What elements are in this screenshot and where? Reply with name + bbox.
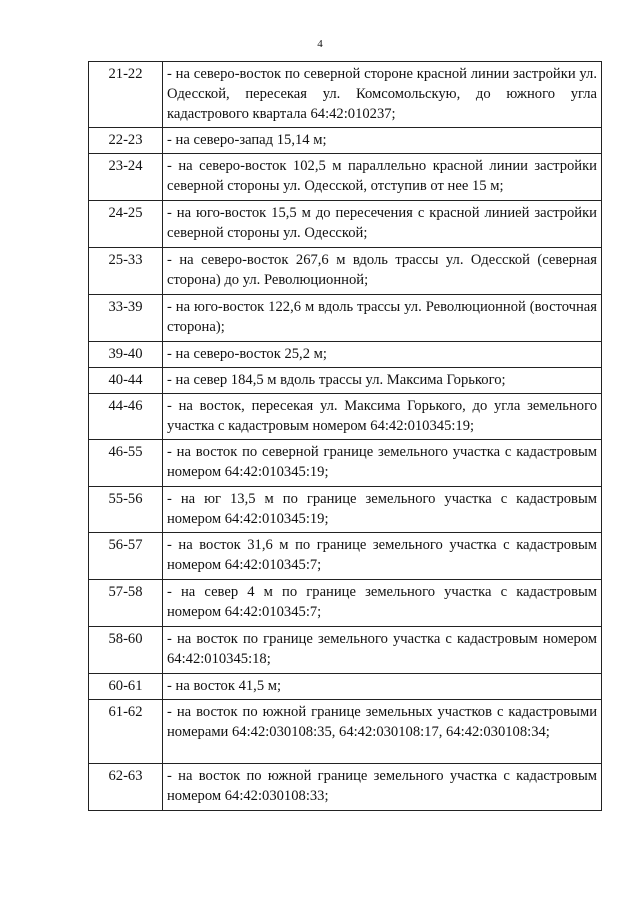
segment-description: - на северо-восток 102,5 м параллельно красной линии застройки северной стороны ул. Одесской, отступив от нее 15 м;: [163, 154, 602, 201]
table-row: [89, 62, 602, 128]
page-number: 4: [317, 38, 323, 50]
table-row: [89, 154, 602, 201]
table-row: [89, 764, 602, 811]
segment-description: - на юго-восток 122,6 м вдоль трассы ул. Революционной (восточная сторона);: [163, 295, 602, 342]
segment-range: 39-40: [89, 342, 163, 368]
segment-description: - на восток 41,5 м;: [163, 674, 602, 700]
segment-description: - на восток по границе земельного участка с кадастровым номером 64:42:010345:18;: [163, 627, 602, 674]
segment-range: 22-23: [89, 128, 163, 154]
segment-description: - на северо-восток по северной стороне красной линии застройки ул. Одесской, пересекая ул. Комсомольскую, до южного угла кадастрового квартала 64:42:010237;: [163, 62, 602, 128]
segment-range: 46-55: [89, 440, 163, 487]
table-row: [89, 295, 602, 342]
segment-description: - на восток по северной границе земельного участка с кадастровым номером 64:42:010345:19;: [163, 440, 602, 487]
segment-description: - на восток, пересекая ул. Максима Горького, до угла земельного участка с кадастровым номером 64:42:010345:19;: [163, 394, 602, 440]
segment-description: - на северо-запад 15,14 м;: [163, 128, 602, 154]
table-row: [89, 533, 602, 580]
segment-description: - на север 184,5 м вдоль трассы ул. Максима Горького;: [163, 368, 602, 394]
segment-description: - на северо-восток 267,6 м вдоль трассы ул. Одесской (северная сторона) до ул. Революционной;: [163, 248, 602, 295]
table-row: [89, 674, 602, 700]
segment-range: 24-25: [89, 201, 163, 248]
segment-description: - на восток по южной границе земельных участков с кадастровыми номерами 64:42:030108:35, 64:42:030108:17, 64:42:030108:34;: [163, 700, 602, 764]
table-row: [89, 248, 602, 295]
segment-range: 40-44: [89, 368, 163, 394]
segment-description: - на восток по южной границе земельного участка с кадастровым номером 64:42:030108:33;: [163, 764, 602, 811]
segment-description: - на восток 31,6 м по границе земельного участка с кадастровым номером 64:42:010345:7;: [163, 533, 602, 580]
table-row: [89, 128, 602, 154]
segment-range: 60-61: [89, 674, 163, 700]
table-row: [89, 394, 602, 440]
segment-range: 57-58: [89, 580, 163, 627]
table-row: [89, 342, 602, 368]
segment-description: - на север 4 м по границе земельного участка с кадастровым номером 64:42:010345:7;: [163, 580, 602, 627]
segment-range: 33-39: [89, 295, 163, 342]
segment-range: 56-57: [89, 533, 163, 580]
segment-description: - на северо-восток 25,2 м;: [163, 342, 602, 368]
segment-range: 62-63: [89, 764, 163, 811]
segment-description: - на юг 13,5 м по границе земельного участка с кадастровым номером 64:42:010345:19;: [163, 487, 602, 533]
segment-range: 55-56: [89, 487, 163, 533]
segment-description: - на юго-восток 15,5 м до пересечения с красной линией застройки северной стороны ул. Одесской;: [163, 201, 602, 248]
segment-range: 21-22: [89, 62, 163, 128]
segment-range: 23-24: [89, 154, 163, 201]
table-row: [89, 627, 602, 674]
table-row: [89, 487, 602, 533]
segment-range: 44-46: [89, 394, 163, 440]
segment-range: 58-60: [89, 627, 163, 674]
boundary-description-table: [88, 61, 602, 811]
table-row: [89, 580, 602, 627]
table-row: [89, 368, 602, 394]
table-row: [89, 700, 602, 764]
table-row: [89, 201, 602, 248]
segment-range: 25-33: [89, 248, 163, 295]
segment-range: 61-62: [89, 700, 163, 764]
table-row: [89, 440, 602, 487]
